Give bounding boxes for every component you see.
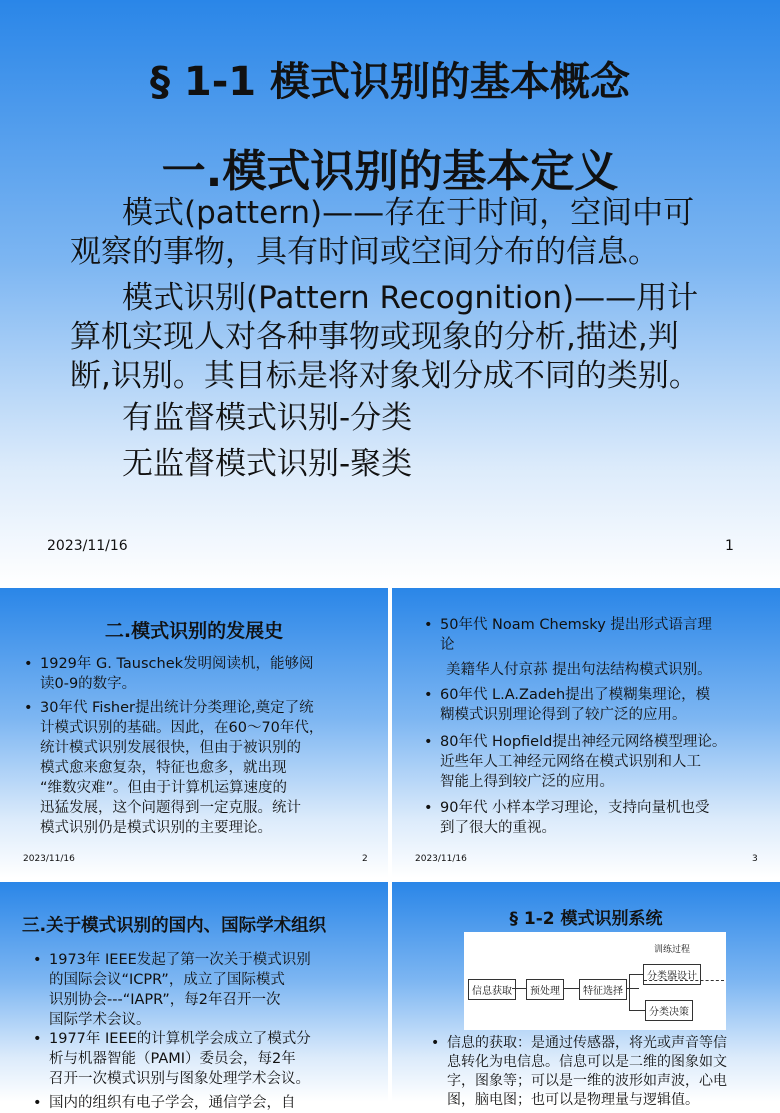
bullet-line: 30年代 Fisher提出统计分类理论,奠定了统 [40,700,314,716]
bullet-line: 识别协会---“IAPR”，每2年召开一次 [49,992,281,1008]
bullet-line: 模式愈来愈复杂，特征也愈多，就出现 [40,760,287,776]
bullet: • 50年代 Noam Chemsky 提出形式语言理 论 美籍华人付京荪 提出句法结构模式识别。 [424,617,712,678]
bullet-line: 90年代 小样本学习理论，支持向量机也受 [440,800,710,816]
bullet-line: 1977年 IEEE的计算机学会成立了模式分 [49,1031,311,1047]
bullet-line: 统计模式识别发展很快，但由于被识别的 [40,740,301,756]
slide-3 [392,588,780,878]
bullet-line: 1929年 G. Tauschek发明阅读机，能够阅 [40,656,314,672]
slide-number: 1 [725,538,734,554]
slide-date: 2023/11/16 [415,854,467,864]
slide-number: 3 [752,854,758,864]
bullet-line: 近些年人工神经元网络在模式识别和人工 [440,754,701,770]
body-line: 算机实现人对各种事物或现象的分析,描述,判 [70,319,679,355]
bullet-line: 50年代 Noam Chemsky 提出形式语言理 [440,617,712,633]
bullet-line: 召开一次模式识别与图象处理学术会议。 [49,1071,310,1087]
bullet: • 80年代 Hopfield提出神经元网络模型理论。 近些年人工神经元网络在模式识别和人工 智能上得到较广泛的应用。 [424,734,727,790]
slide-title: § 1-2 模式识别系统 [509,909,663,929]
bullet: • 国内的组织有电子学会，通信学会，自 [33,1095,296,1111]
bullet-line: 息转化为电信息。信息可以是二维的图象如文 [447,1054,727,1070]
bullet-line: 读0-9的数字。 [40,676,137,692]
body-line: 无监督模式识别-聚类 [122,446,413,482]
pattern-recognition-system-diagram [464,932,726,1030]
slide-title: 二.模式识别的发展史 [104,620,284,642]
bullet-line: 的国际会议“ICPR”，成立了国际模式 [49,972,285,988]
slide-title: § 1-1 模式识别的基本概念 [149,59,631,105]
bullet-line: 信息的获取：是通过传感器，将光或声音等信 [447,1035,727,1051]
bullet-line: 论 [440,637,455,653]
slide-number: 2 [362,854,368,864]
bullet-line: 80年代 Hopfield提出神经元网络模型理论。 [440,734,727,750]
bullet-line: 1973年 IEEE发起了第一次关于模式识别 [49,952,311,968]
slide-date: 2023/11/16 [23,854,75,864]
bullet-line: 60年代 L.A.Zadeh提出了模糊集理论，模 [440,687,711,703]
training-label: 训练过程 [654,945,691,955]
body-line: 模式(pattern)——存在于时间，空间中可 [122,195,695,231]
bullet-line: 糊模式识别理论得到了较广泛的应用。 [440,707,687,723]
bullet-line: 析与机器智能（PAMI）委员会，每2年 [49,1051,296,1067]
bullet: • 30年代 Fisher提出统计分类理论,奠定了统 计模式识别的基础。因此，在60～70年代， 统计模式识别发展很快，但由于被识别的 模式愈来愈复杂，特征也愈多，就出现 “维数灾难”。但由于计算机运算速度的 迅猛发展，这个问题得到一定克服。统计 模式识别仍是模式识别的主要理论。 [24,700,324,836]
bullet: • 1973年 IEEE发起了第一次关于模式识别 的国际会议“ICPR”，成立了国际模式 识别协会---“IAPR”，每2年召开一次 国际学术会议。 [33,952,311,1028]
bullet: • 1977年 IEEE的计算机学会成立了模式分 析与机器智能（PAMI）委员会，每2年 召开一次模式识别与图象处理学术会议。 [33,1031,311,1087]
bullet-line: 到了很大的重视。 [440,820,556,836]
slide-4 [0,882,388,1111]
bullet-line: 国内的组织有电子学会，通信学会，自 [49,1095,296,1111]
bullet-line: 字，图象等；可以是一维的波形如声波，心电 [447,1073,727,1089]
body-line: 断,识别。其目标是将对象划分成不同的类别。 [70,358,700,394]
bullet-line: 模式识别仍是模式识别的主要理论。 [40,820,272,836]
bullet: • 60年代 L.A.Zadeh提出了模糊集理论，模 糊模式识别理论得到了较广泛的应用。 [424,687,711,723]
body-line: 有监督模式识别-分类 [122,400,413,436]
slide-5 [392,882,780,1108]
bullet-line: 国际学术会议。 [49,1012,151,1028]
bullet-line: 计模式识别的基础。因此，在60～70年代， [40,720,324,736]
box-classifier-design: 分类器设计 [643,964,701,985]
slide-date: 2023/11/16 [47,538,128,554]
slide-subtitle: 一.模式识别的基本定义 [161,146,619,197]
bullet-line: 智能上得到较广泛的应用。 [440,774,614,790]
bullet-sub: 美籍华人付京荪 提出句法结构模式识别。 [446,662,712,678]
box-feature: 特征选择 [579,979,627,1000]
bullet: • 信息的获取：是通过传感器，将光或声音等信 息转化为电信息。信息可以是二维的图象如文 字，图象等；可以是一维的波形如声波，心电 图，脑电图；也可以是物理量与逻辑值。 [431,1035,727,1108]
body-line: 模式识别(Pattern Recognition)——用计 [122,280,699,316]
bullet: • 1929年 G. Tauschek发明阅读机，能够阅 读0-9的数字。 [24,656,314,692]
bullet-line: “维数灾难”。但由于计算机运算速度的 [40,780,288,796]
box-preprocess: 预处理 [526,979,564,1000]
slide-title: 三.关于模式识别的国内、国际学术组织 [22,916,327,936]
bullet: • 90年代 小样本学习理论，支持向量机也受 到了很大的重视。 [424,800,710,836]
bullet-line: 迅猛发展，这个问题得到一定克服。统计 [40,800,301,816]
bullet-line: 图，脑电图；也可以是物理量与逻辑值。 [447,1092,699,1108]
box-classification-decision: 分类决策 [645,1000,693,1021]
box-acquire: 信息获取 [468,979,516,1000]
slide-2 [0,588,388,878]
body-line: 观察的事物，具有时间或空间分布的信息。 [70,234,659,270]
